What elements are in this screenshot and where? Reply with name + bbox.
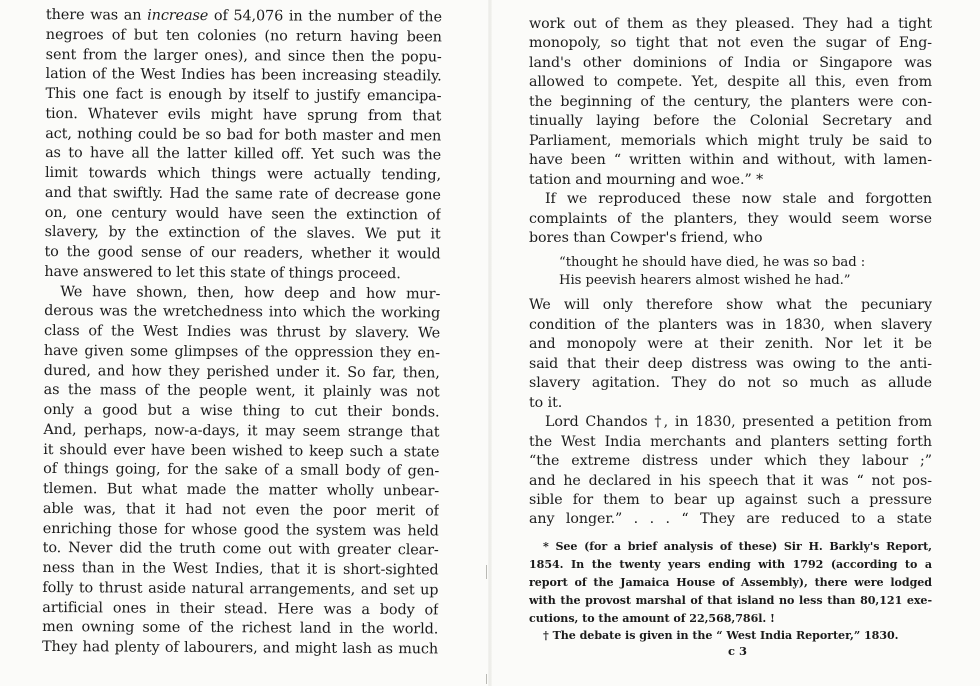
text-run: on, one century would have seen the extinction of	[44, 204, 441, 223]
left-text-line	[42, 579, 438, 601]
left-text-line	[45, 223, 441, 245]
book-gutter	[488, 0, 492, 686]
signature-mark: c 3	[727, 644, 747, 659]
right-page-text-bottom	[529, 296, 932, 529]
footnote-line: report of the Jamaica House of Assembly), there were lodged	[529, 575, 932, 589]
right-text-line: and he declared in his speech that it was “ not pos-	[529, 472, 932, 489]
left-text-line	[43, 440, 439, 462]
text-run: They had plenty of labourers, and might lash as much	[42, 638, 439, 658]
right-text-line: said that their deep distress was owing to the anti-	[529, 355, 932, 372]
text-run: ness than in the West Indies, that it is short-sighted	[42, 559, 439, 579]
right-text-line: any longer.” . . . “ They are reduced to a state	[529, 511, 932, 528]
text-run: dured, and how they perished under it. So far, then,	[43, 362, 440, 381]
footnote-line: cutions, to the amount of 22,568,786l. !	[529, 611, 775, 625]
right-text-line: allowed to compete. Yet, despite all this, even from	[529, 74, 932, 91]
left-text-line	[44, 322, 440, 344]
left-text-line	[45, 105, 441, 127]
text-run: and that swiftly. Had the same rate of decrease gone	[44, 184, 441, 204]
right-text-line: monopoly, so tight that not even the sugar of Eng-	[529, 35, 932, 52]
right-text-line: bores than Cowper's friend, who	[529, 229, 763, 246]
text-run: act, nothing could be so bad for both master and men	[45, 125, 442, 144]
right-text-line: land's other dominions of India or Singapore was	[529, 54, 932, 71]
text-run: sent from the larger ones), and since then the popu-	[45, 46, 442, 65]
left-text-line	[44, 302, 440, 324]
left-text-line	[43, 401, 439, 423]
text-run: only a good but a wise thing to cut their bonds.	[43, 401, 440, 421]
right-text-line: “the extreme distress under which they labour ;”	[529, 453, 932, 470]
right-page-text-top	[529, 15, 932, 248]
right-text-line: tation and mourning and woe.” *	[529, 171, 764, 188]
left-text-line	[44, 381, 440, 403]
text-run: lation of the West Indies has been increasing steadily.	[45, 66, 442, 85]
cowper-quotation	[529, 254, 932, 290]
text-run: artificial ones in their stead. Here was a body of	[42, 599, 439, 618]
right-text-line: and monopoly were at their zenith. Nor let it be	[529, 336, 932, 353]
text-run: negroes of but ten colonies (no return having been	[45, 26, 442, 46]
right-text-line: slavery agitation. They do not so much as allude	[529, 375, 932, 392]
left-text-line	[44, 282, 440, 304]
left-text-line	[42, 638, 438, 660]
right-text-line: the West India merchants and planters setting forth	[529, 433, 932, 450]
left-text-line	[46, 26, 442, 48]
right-text-line: tinually laying before the Colonial Secretary and	[529, 113, 932, 130]
left-text-line	[45, 203, 441, 225]
footnotes	[529, 538, 932, 645]
left-text-line	[46, 65, 442, 87]
text-run: tlemen. But what made the matter wholly unbear-	[43, 480, 440, 500]
text-run: of 54,076 in the number of the	[208, 7, 442, 26]
text-run: folly to thrust aside natural arrangements, and set up	[42, 579, 439, 599]
left-text-line	[43, 460, 439, 482]
text-run: to. Never did the truth come out with greater clear-	[42, 540, 439, 559]
right-text-line: Lord Chandos †, in 1830, presented a petition from	[545, 414, 932, 431]
right-text-line: condition of the planters was in 1830, when slavery	[529, 316, 932, 333]
text-run: able was, that it had not even the poor merit of	[42, 500, 439, 520]
text-run: We have shown, then, how deep and how mur-	[60, 283, 441, 302]
left-text-line	[45, 164, 441, 186]
text-run: there was an	[45, 6, 148, 24]
text-run: have given some glimpses of the oppression they en-	[43, 342, 440, 362]
right-text-line: We will only therefore show what the pecuniary	[529, 297, 932, 314]
right-page	[529, 15, 932, 658]
left-text-line	[45, 124, 441, 146]
left-text-line	[44, 243, 440, 265]
left-text-line	[42, 598, 438, 620]
left-page-text	[42, 6, 442, 660]
right-text-line: sible for them to bear up against such a pressure	[529, 491, 932, 508]
text-run: tion. Whatever evils might have sprung from that	[45, 105, 442, 125]
text-run: enriching those for whose good the system was held	[42, 520, 439, 539]
quote-line: “thought he should have died, he was so bad :	[559, 255, 866, 271]
text-run: it should ever have been wished to keep such a state	[43, 441, 440, 460]
left-text-line	[44, 263, 440, 285]
right-text-line: If we reproduced these now stale and forgotten	[545, 191, 932, 208]
text-run: limit towards which things were actually tending,	[44, 164, 442, 184]
text-run: as to have all the latter killed off. Yet such was the	[45, 145, 442, 164]
footnote-line: with the provost marshal of that island no less than 80,121 exe-	[529, 593, 932, 607]
text-run: slavery, by the extinction of the slaves. We put it	[44, 224, 441, 243]
text-run: class of the West Indies was thrust by slavery. We	[43, 322, 441, 342]
left-text-line	[44, 342, 440, 364]
text-run: to the good sense of our readers, whether it would	[44, 243, 441, 263]
left-text-line	[43, 500, 439, 522]
text-run: men owning some of the richest land in the world.	[42, 619, 439, 638]
left-text-line	[45, 85, 441, 107]
quote-line: His peevish hearers almost wished he had.”	[559, 273, 851, 289]
text-run: have answered to let this state of things proceed.	[44, 263, 401, 282]
scan-speck	[486, 674, 487, 684]
right-text-line: complaints of the planters, they would seem worse	[529, 210, 932, 227]
footnote-line: 1854. In the twenty years ending with 1792 (according to a	[529, 557, 932, 571]
left-text-line	[45, 184, 441, 206]
right-text-line: the beginning of the century, the planters were con-	[529, 93, 932, 110]
text-run: derous was the wretchedness into which the working	[44, 303, 441, 322]
text-run: This one fact is enough by itself to justify emancipa-	[45, 85, 442, 105]
italic-word: increase	[147, 7, 209, 24]
scan-speck	[486, 565, 487, 579]
left-text-line	[43, 421, 439, 443]
right-text-line: Parliament, memorials which might truly be said to	[529, 132, 932, 149]
text-run: of things going, for the sake of a small body of gen-	[43, 461, 440, 480]
left-text-line	[43, 539, 439, 561]
text-run: as the mass of the people went, it plainly was not	[43, 382, 440, 401]
left-text-line	[45, 144, 441, 166]
footnote-line: * See (for a brief analysis of these) Sir H. Barkly's Report,	[543, 539, 932, 553]
right-text-line: have been “ written within and without, with lamen-	[529, 152, 932, 169]
right-text-line: to it.	[529, 394, 563, 411]
left-text-line	[43, 519, 439, 541]
right-text-line: work out of them as they pleased. They had a tight	[529, 16, 932, 32]
text-run: And, perhaps, now-a-days, it may seem strange that	[43, 421, 440, 441]
left-text-line	[42, 618, 438, 640]
left-text-line	[46, 6, 442, 28]
left-text-line	[43, 480, 439, 502]
footnote-line: † The debate is given in the “ West India Reporter,” 1830.	[543, 629, 899, 643]
left-text-line	[43, 559, 439, 581]
left-page	[42, 6, 442, 660]
left-text-line	[44, 361, 440, 383]
left-text-line	[46, 45, 442, 67]
